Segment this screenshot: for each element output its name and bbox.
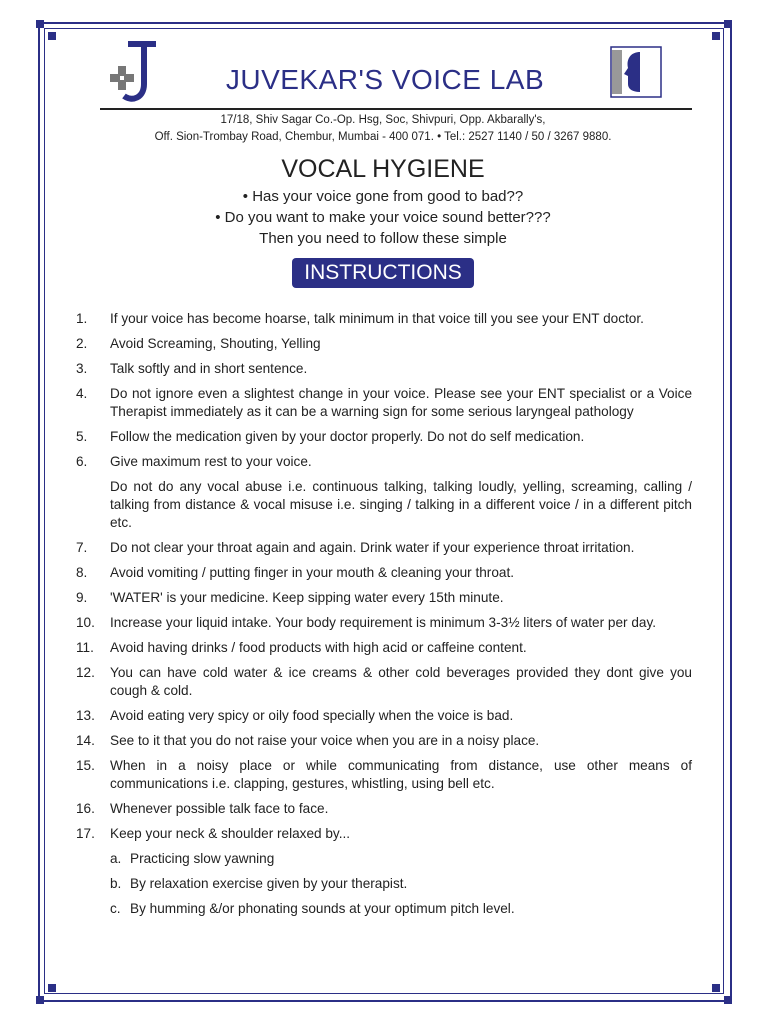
item-number: 12.	[76, 665, 95, 680]
instruction-list	[76, 310, 692, 925]
item-number: 11.	[76, 640, 94, 655]
list-item	[76, 825, 692, 843]
corner-ornament	[48, 984, 56, 992]
item-note: Do not do any vocal abuse i.e. continuous talking, talking loudly, yelling, screaming, calling / talking from distance & vocal misuse i.e. singing / talking in a different voice / in a different pitch etc.	[110, 479, 692, 530]
sub-item-letter: a.	[110, 851, 122, 866]
item-number: 8.	[76, 565, 88, 580]
item-text: Give maximum rest to your voice.	[110, 454, 312, 469]
document-title: VOCAL HYGIENE	[281, 155, 485, 183]
sub-item-letter: b.	[110, 876, 122, 891]
sub-item-text: By relaxation exercise given by your therapist.	[130, 876, 408, 891]
item-number: 5.	[76, 429, 88, 444]
corner-ornament	[712, 984, 720, 992]
sub-item-text: By humming &/or phonating sounds at your optimum pitch level.	[130, 901, 515, 916]
item-text: See to it that you do not raise your voice when you are in a noisy place.	[110, 733, 540, 748]
sub-list-item	[110, 850, 692, 868]
item-text: Whenever possible talk face to face.	[110, 801, 329, 816]
item-text: Keep your neck & shoulder relaxed by...	[110, 826, 351, 841]
item-text: Talk softly and in short sentence.	[110, 361, 308, 376]
corner-ornament	[712, 32, 720, 40]
sub-list-item	[110, 900, 692, 918]
corner-ornament	[48, 32, 56, 40]
corner-ornament	[36, 20, 44, 28]
item-number: 17.	[76, 826, 95, 841]
item-text: Do not ignore even a slightest change in your voice. Please see your ENT specialist or a Voice Therapist immediately as it can be a warning sign for some serious laryngeal pathology	[110, 386, 692, 419]
item-number: 7.	[76, 540, 88, 555]
item-text: Avoid vomiting / putting finger in your mouth & cleaning your throat.	[110, 565, 515, 580]
intro-question: • Do you want to make your voice sound better???	[215, 209, 551, 226]
item-number: 3.	[76, 361, 88, 376]
sub-item-text: Practicing slow yawning	[130, 851, 275, 866]
item-number: 2.	[76, 336, 88, 351]
list-item	[76, 360, 692, 378]
list-item	[76, 614, 692, 632]
header-divider	[100, 108, 692, 110]
address-contact-line: Off. Sion-Trombay Road, Chembur, Mumbai - 400 071. • Tel.: 2527 1140 / 50 / 3267 9880.	[154, 131, 612, 143]
list-item	[76, 589, 692, 607]
item-number: 1.	[76, 311, 88, 326]
face-profile-logo-icon	[610, 46, 662, 98]
item-text: Follow the medication given by your doctor properly. Do not do self medication.	[110, 429, 585, 444]
instructions-badge: INSTRUCTIONS	[292, 258, 474, 288]
item-number: 16.	[76, 801, 95, 816]
item-text: 'WATER' is your medicine. Keep sipping water every 15th minute.	[110, 590, 504, 605]
list-item	[76, 564, 692, 582]
list-item	[76, 453, 692, 471]
corner-ornament	[36, 996, 44, 1004]
item-text: When in a noisy place or while communicating from distance, use other means of communications i.e. clapping, gestures, whistling, using bell etc.	[110, 758, 692, 791]
intro-lead: Then you need to follow these simple	[259, 230, 507, 247]
item-number: 4.	[76, 386, 88, 401]
sub-list-item	[110, 875, 692, 893]
list-item	[76, 664, 692, 700]
list-item	[76, 310, 692, 328]
item-number: 13.	[76, 708, 95, 723]
clinic-logo-icon	[110, 40, 166, 106]
list-item	[76, 385, 692, 421]
list-item	[76, 335, 692, 353]
item-number: 15.	[76, 758, 95, 773]
list-item	[76, 800, 692, 818]
item-text: Avoid having drinks / food products with high acid or caffeine content.	[110, 640, 527, 655]
list-item	[76, 732, 692, 750]
item-number: 10.	[76, 615, 95, 630]
lab-name: JUVEKAR'S VOICE LAB	[225, 64, 545, 95]
intro-question: • Has your voice gone from good to bad??	[242, 188, 524, 205]
item-text: You can have cold water & ice creams & other cold beverages provided they dont give you cough & cold.	[110, 665, 692, 698]
item-number: 14.	[76, 733, 95, 748]
list-item	[76, 539, 692, 557]
item-number: 6.	[76, 454, 88, 469]
item-text: Increase your liquid intake. Your body requirement is minimum 3-3½ liters of water per day.	[110, 615, 657, 630]
list-item	[76, 707, 692, 725]
list-item	[76, 428, 692, 446]
address-line: 17/18, Shiv Sagar Co.-Op. Hsg, Soc, Shivpuri, Opp. Akbarally's,	[220, 114, 546, 126]
corner-ornament	[724, 996, 732, 1004]
item-text: If your voice has become hoarse, talk minimum in that voice till you see your ENT doctor.	[110, 311, 644, 326]
list-item	[76, 639, 692, 657]
item-text: Do not clear your throat again and again. Drink water if your experience throat irritation.	[110, 540, 635, 555]
list-item	[76, 757, 692, 793]
item-text: Avoid Screaming, Shouting, Yelling	[110, 336, 321, 351]
item-number: 9.	[76, 590, 88, 605]
sub-item-letter: c.	[110, 901, 121, 916]
corner-ornament	[724, 20, 732, 28]
item-text: Avoid eating very spicy or oily food specially when the voice is bad.	[110, 708, 514, 723]
